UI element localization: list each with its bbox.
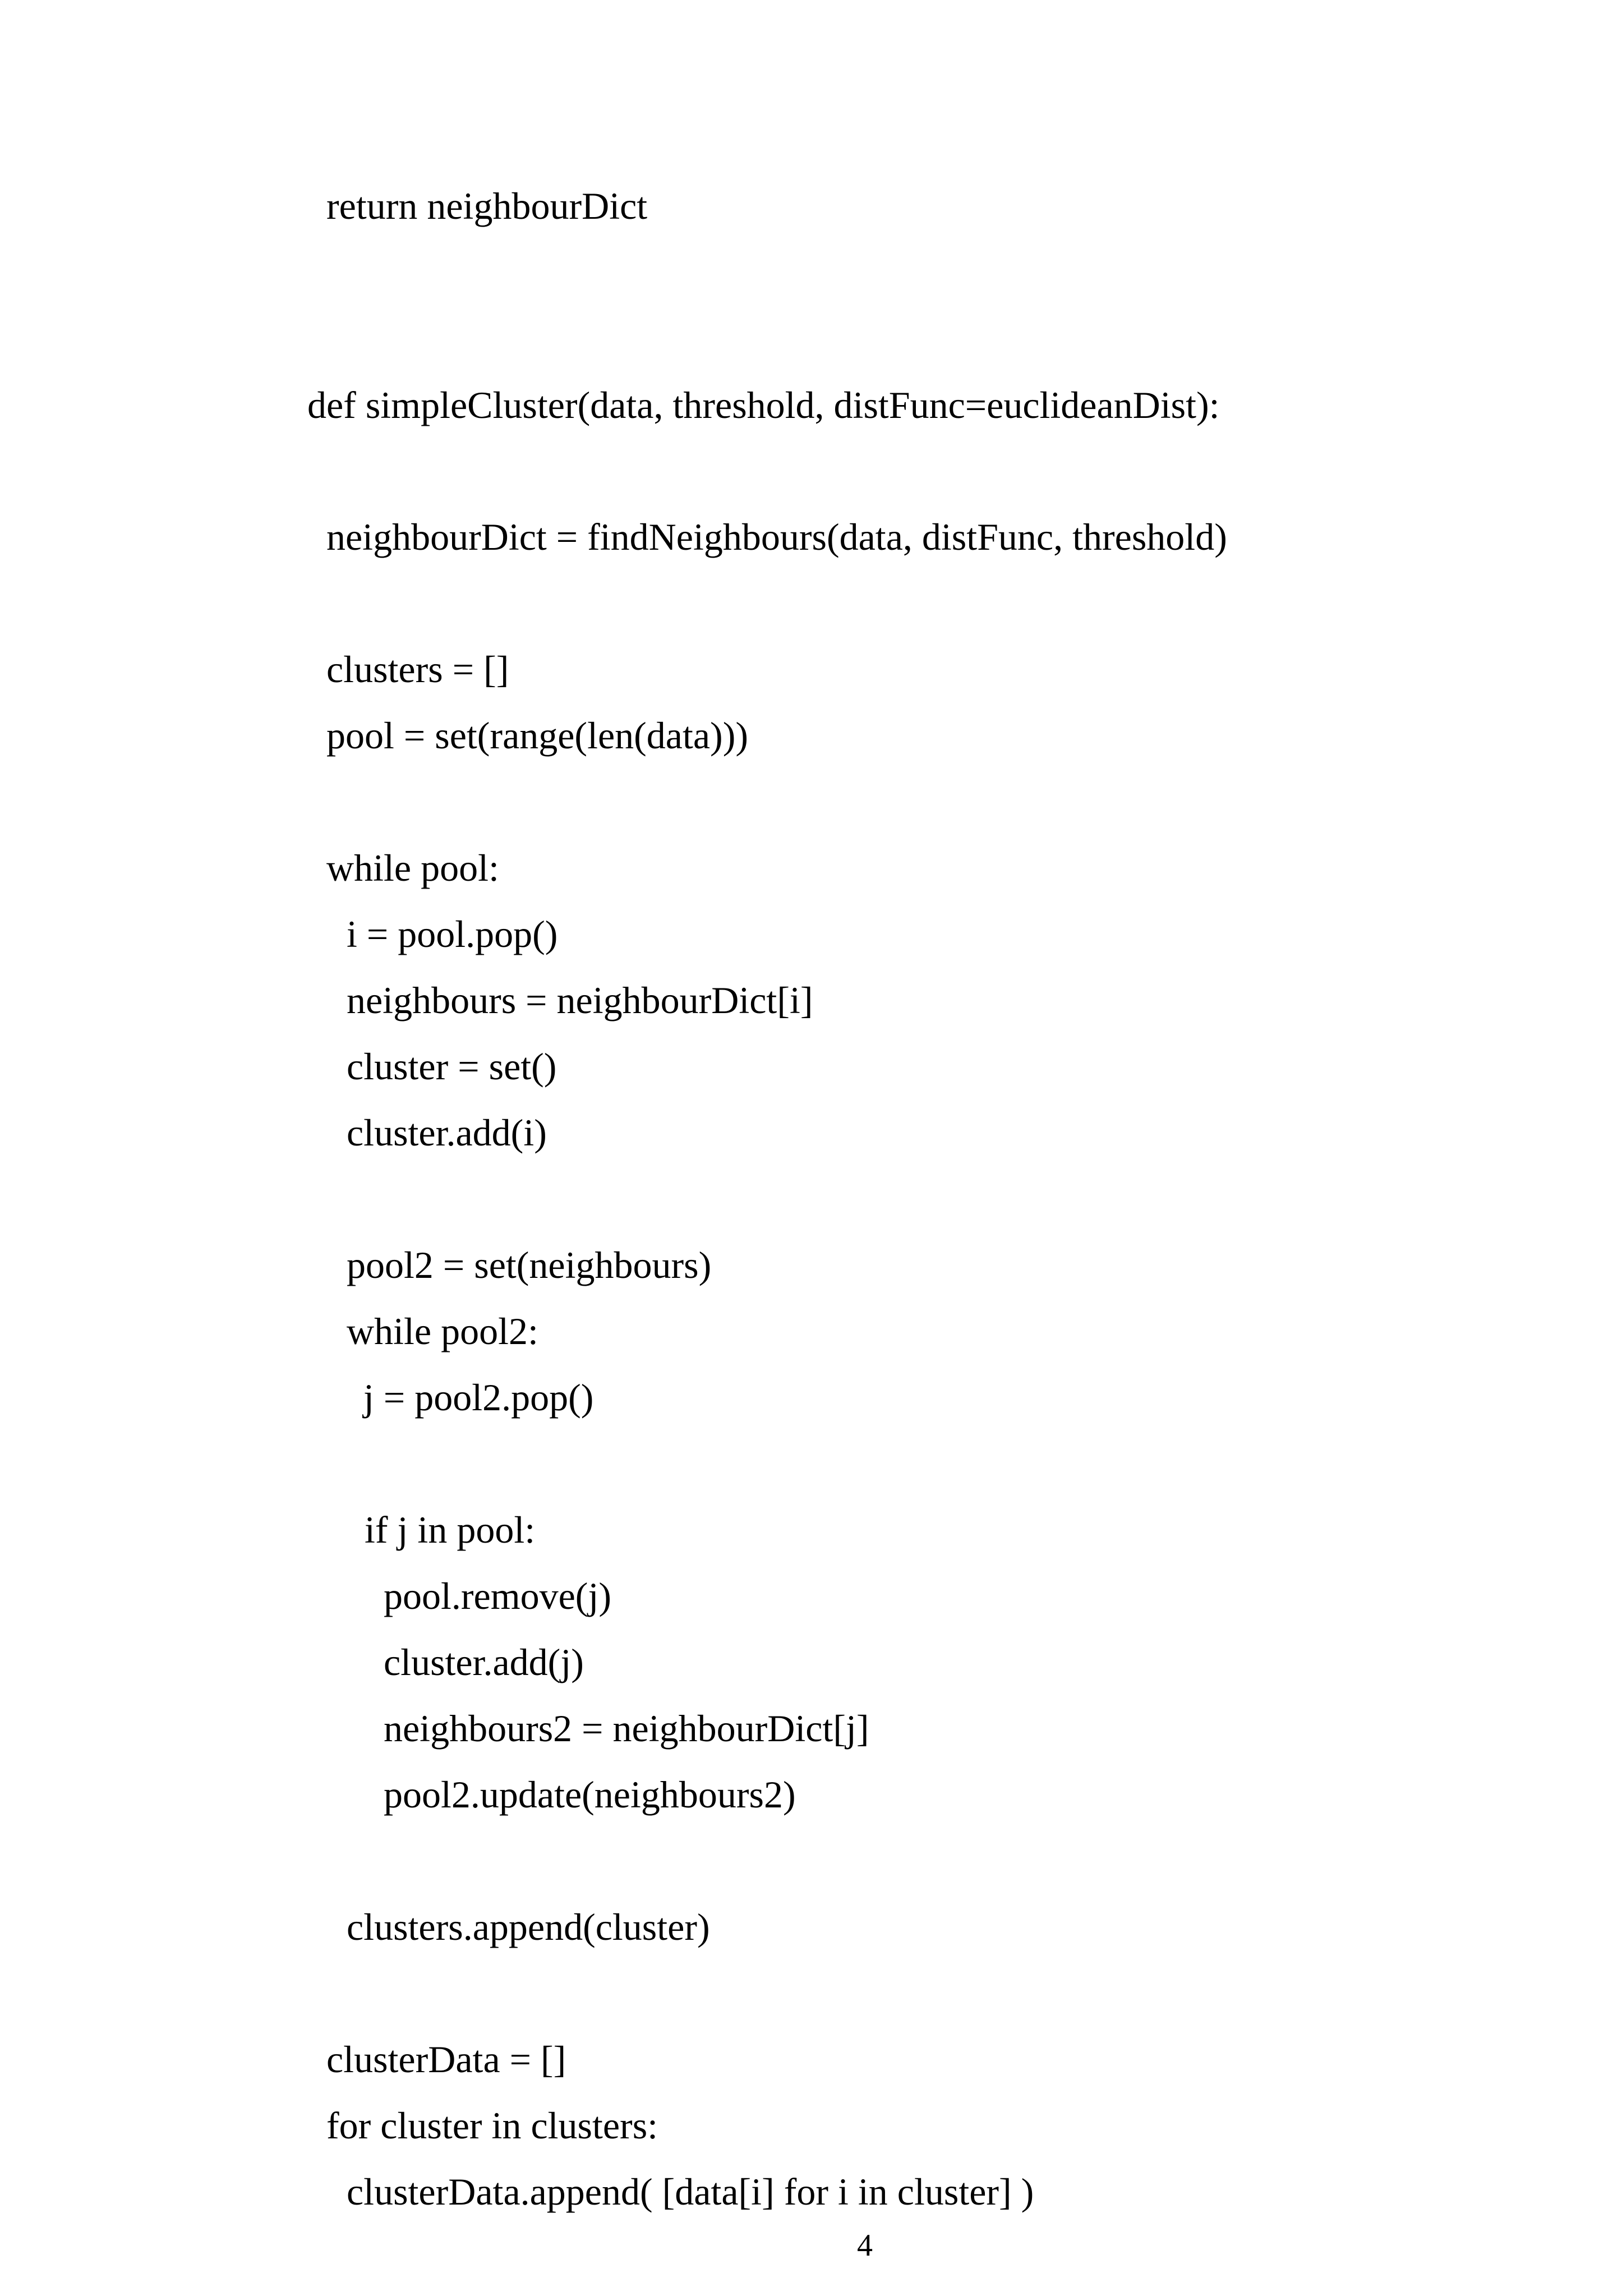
code-line: while pool2:: [347, 1310, 538, 1352]
code-line: pool = set(range(len(data))): [326, 714, 748, 757]
code-line: while pool:: [326, 846, 499, 889]
code-line: if j in pool:: [365, 1508, 536, 1551]
code-line: pool.remove(j): [384, 1575, 611, 1617]
code-line: neighbours2 = neighbourDict[j]: [384, 1707, 869, 1750]
code-line: return neighbourDict: [326, 185, 648, 227]
code-line: for cluster in clusters:: [326, 2104, 658, 2147]
code-line: neighbourDict = findNeighbours(data, distFunc, threshold): [326, 516, 1227, 558]
page-number: 4: [857, 2228, 873, 2263]
code-line: i = pool.pop(): [347, 913, 558, 955]
code-line: j = pool2.pop(): [363, 1376, 594, 1419]
code-line: cluster.add(j): [384, 1641, 584, 1683]
code-line: cluster.add(i): [347, 1111, 547, 1154]
code-line: clusters.append(cluster): [347, 1906, 710, 1948]
code-line: def simpleCluster(data, threshold, distFunc=euclideanDist):: [307, 384, 1220, 426]
code-line: clusterData = []: [326, 2038, 566, 2081]
code-line: neighbours = neighbourDict[i]: [347, 979, 813, 1022]
code-line: pool2 = set(neighbours): [347, 1244, 712, 1286]
code-line: pool2.update(neighbours2): [384, 1773, 796, 1816]
code-line: cluster = set(): [347, 1045, 557, 1088]
code-line: clusterData.append( [data[i] for i in cluster] ): [347, 2170, 1034, 2213]
code-line: clusters = []: [326, 648, 509, 691]
